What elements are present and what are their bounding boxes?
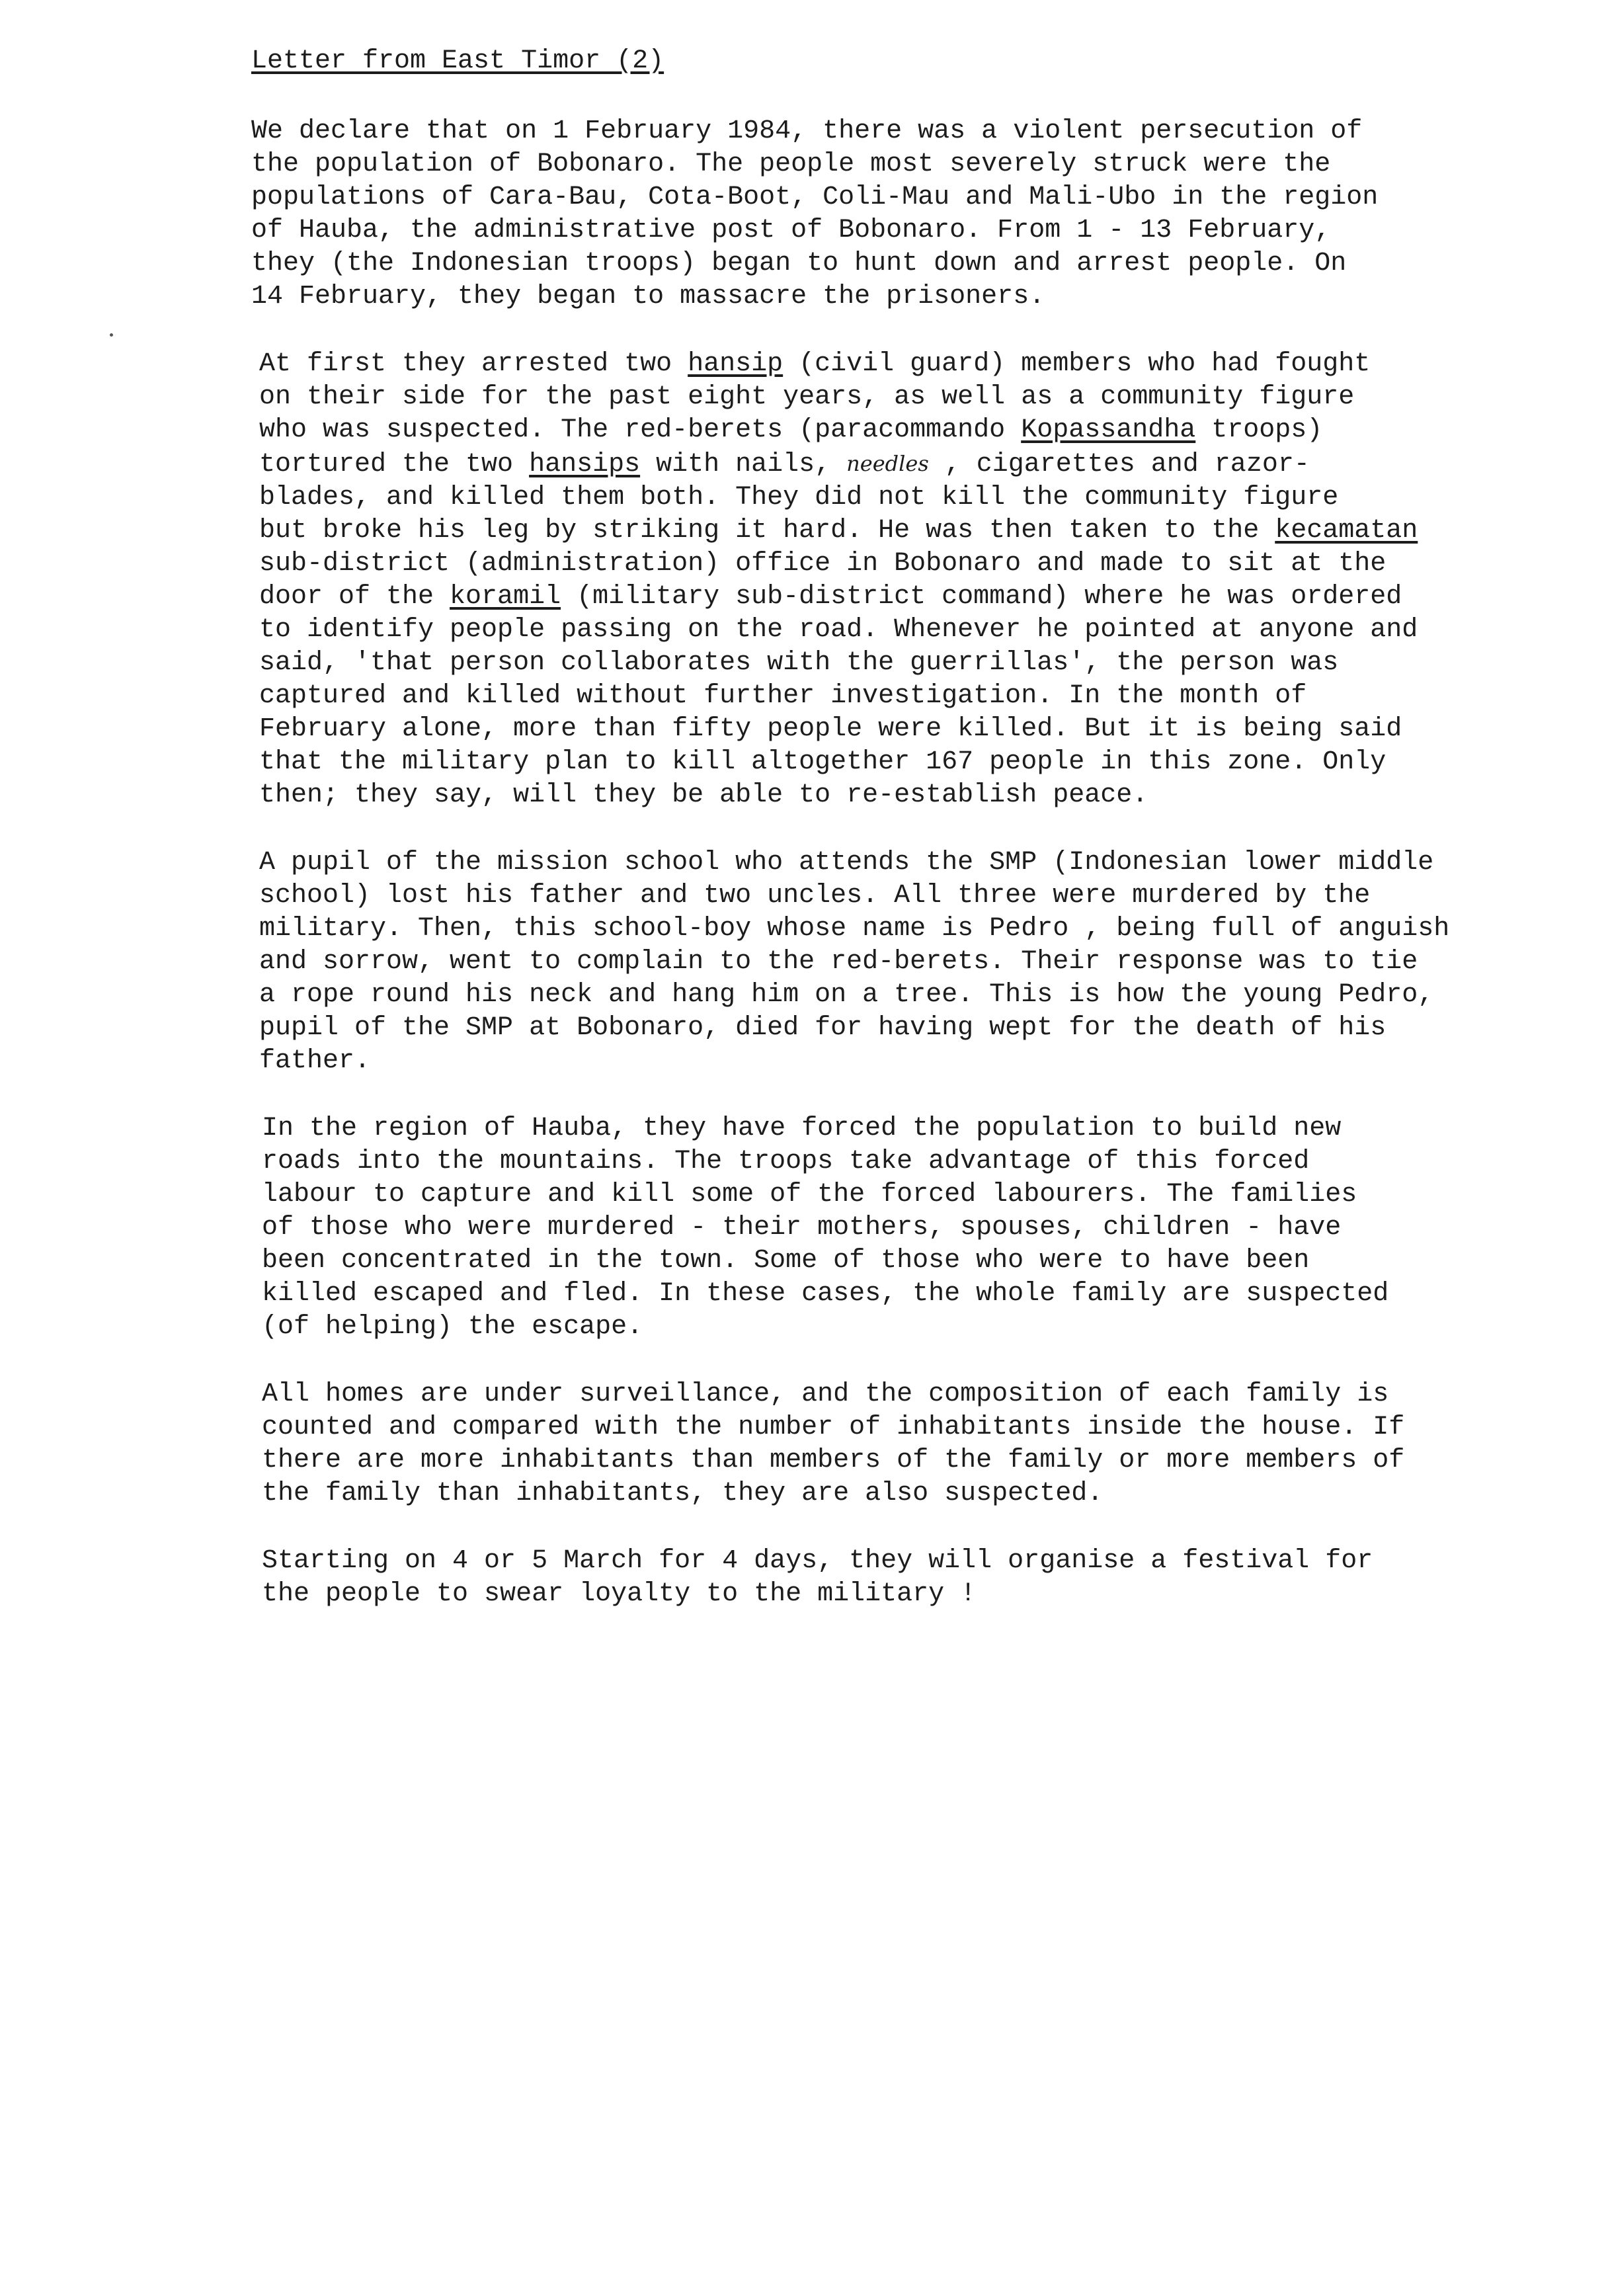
term-kopassandha: Kopassandha bbox=[1021, 415, 1196, 445]
handwritten-needles: needles bbox=[846, 451, 929, 476]
paragraph-4: In the region of Hauba, they have forced the population to build new roads into the mountains. The troops take advantage of this forced labour to capture and kill some of the forced labourers. The families of those who were murdered - their mothers, spouses, children - have been concentrated in the town. Some of those who were to have been killed escaped and fled. In these cases, the whole family are suspected (of helping) the escape. bbox=[262, 1114, 1389, 1342]
paragraph-2-text: (military sub-district command) where he was ordered to identify people passing on the road. Whenever he pointed at anyone and said, 'that person collaborates with the guerrillas', the person was captured and killed without further investigation. In the month of February alone, more than fifty people were killed. But it is being said that the military plan to kill altogether 167 people in this zone. Only then; they say, will they be able to re-establish peace. bbox=[259, 582, 1418, 810]
paragraph-2-text: (civil guard) members who had fought on their side for the past eight years, as well as a community figure who was suspected. The red-berets (paracommando bbox=[259, 349, 1371, 445]
letter-body bbox=[251, 45, 1547, 1645]
letter-title: Letter from East Timor (2) bbox=[251, 46, 664, 76]
paragraph-1: We declare that on 1 February 1984, there was a violent persecution of the population of Bobonaro. The people most severely struck were the populations of Cara-Bau, Cota-Boot, Coli-Mau and Mali-Ubo in the region of Hauba, the administrative post of Bobonaro. From 1 - 13 February, they (the Indonesian troops) began to hunt down and arrest people. On 14 February, they began to massacre the prisoners. bbox=[251, 116, 1379, 311]
paragraph-2-text: with nails, bbox=[640, 450, 847, 479]
term-koramil: koramil bbox=[450, 582, 561, 612]
term-kecamatan: kecamatan bbox=[1275, 516, 1418, 546]
paragraph-2-text: troops) tortured the two bbox=[259, 415, 1323, 479]
term-hansips: hansips bbox=[529, 450, 641, 479]
paragraph-2-text: , cigarettes and razor- blades, and killed them both. They did not kill the community figure but broke his leg by striking it hard. He was then taken to the bbox=[259, 450, 1339, 546]
paragraph-2-text: sub-district (administration) office in Bobonaro and made to sit at the door of the bbox=[259, 549, 1387, 612]
paragraph-2 bbox=[251, 348, 1547, 812]
paragraph-5: All homes are under surveillance, and the composition of each family is counted and compared with the number of inhabitants inside the house. If there are more inhabitants than members of the family or more members of the family than inhabitants, they are also suspected. bbox=[262, 1379, 1405, 1508]
paragraph-6: Starting on 4 or 5 March for 4 days, they will organise a festival for the people to swear loyalty to the military ! bbox=[262, 1546, 1373, 1609]
term-hansip: hansip bbox=[688, 349, 784, 379]
paragraph-3: A pupil of the mission school who attends the SMP (Indonesian lower middle school) lost his father and two uncles. All three were murdered by the military. Then, this school-boy whose name is Pedro , being full of anguish and sorrow, went to complain to the red-berets. Their response was to tie a rope round his neck and hang him on a tree. This is how the young Pedro, pupil of the SMP at Bobonaro, died for having wept for the death of his father. bbox=[259, 848, 1450, 1076]
paragraph-2-text: At first they arrested two bbox=[259, 349, 688, 379]
stray-mark bbox=[110, 333, 113, 337]
